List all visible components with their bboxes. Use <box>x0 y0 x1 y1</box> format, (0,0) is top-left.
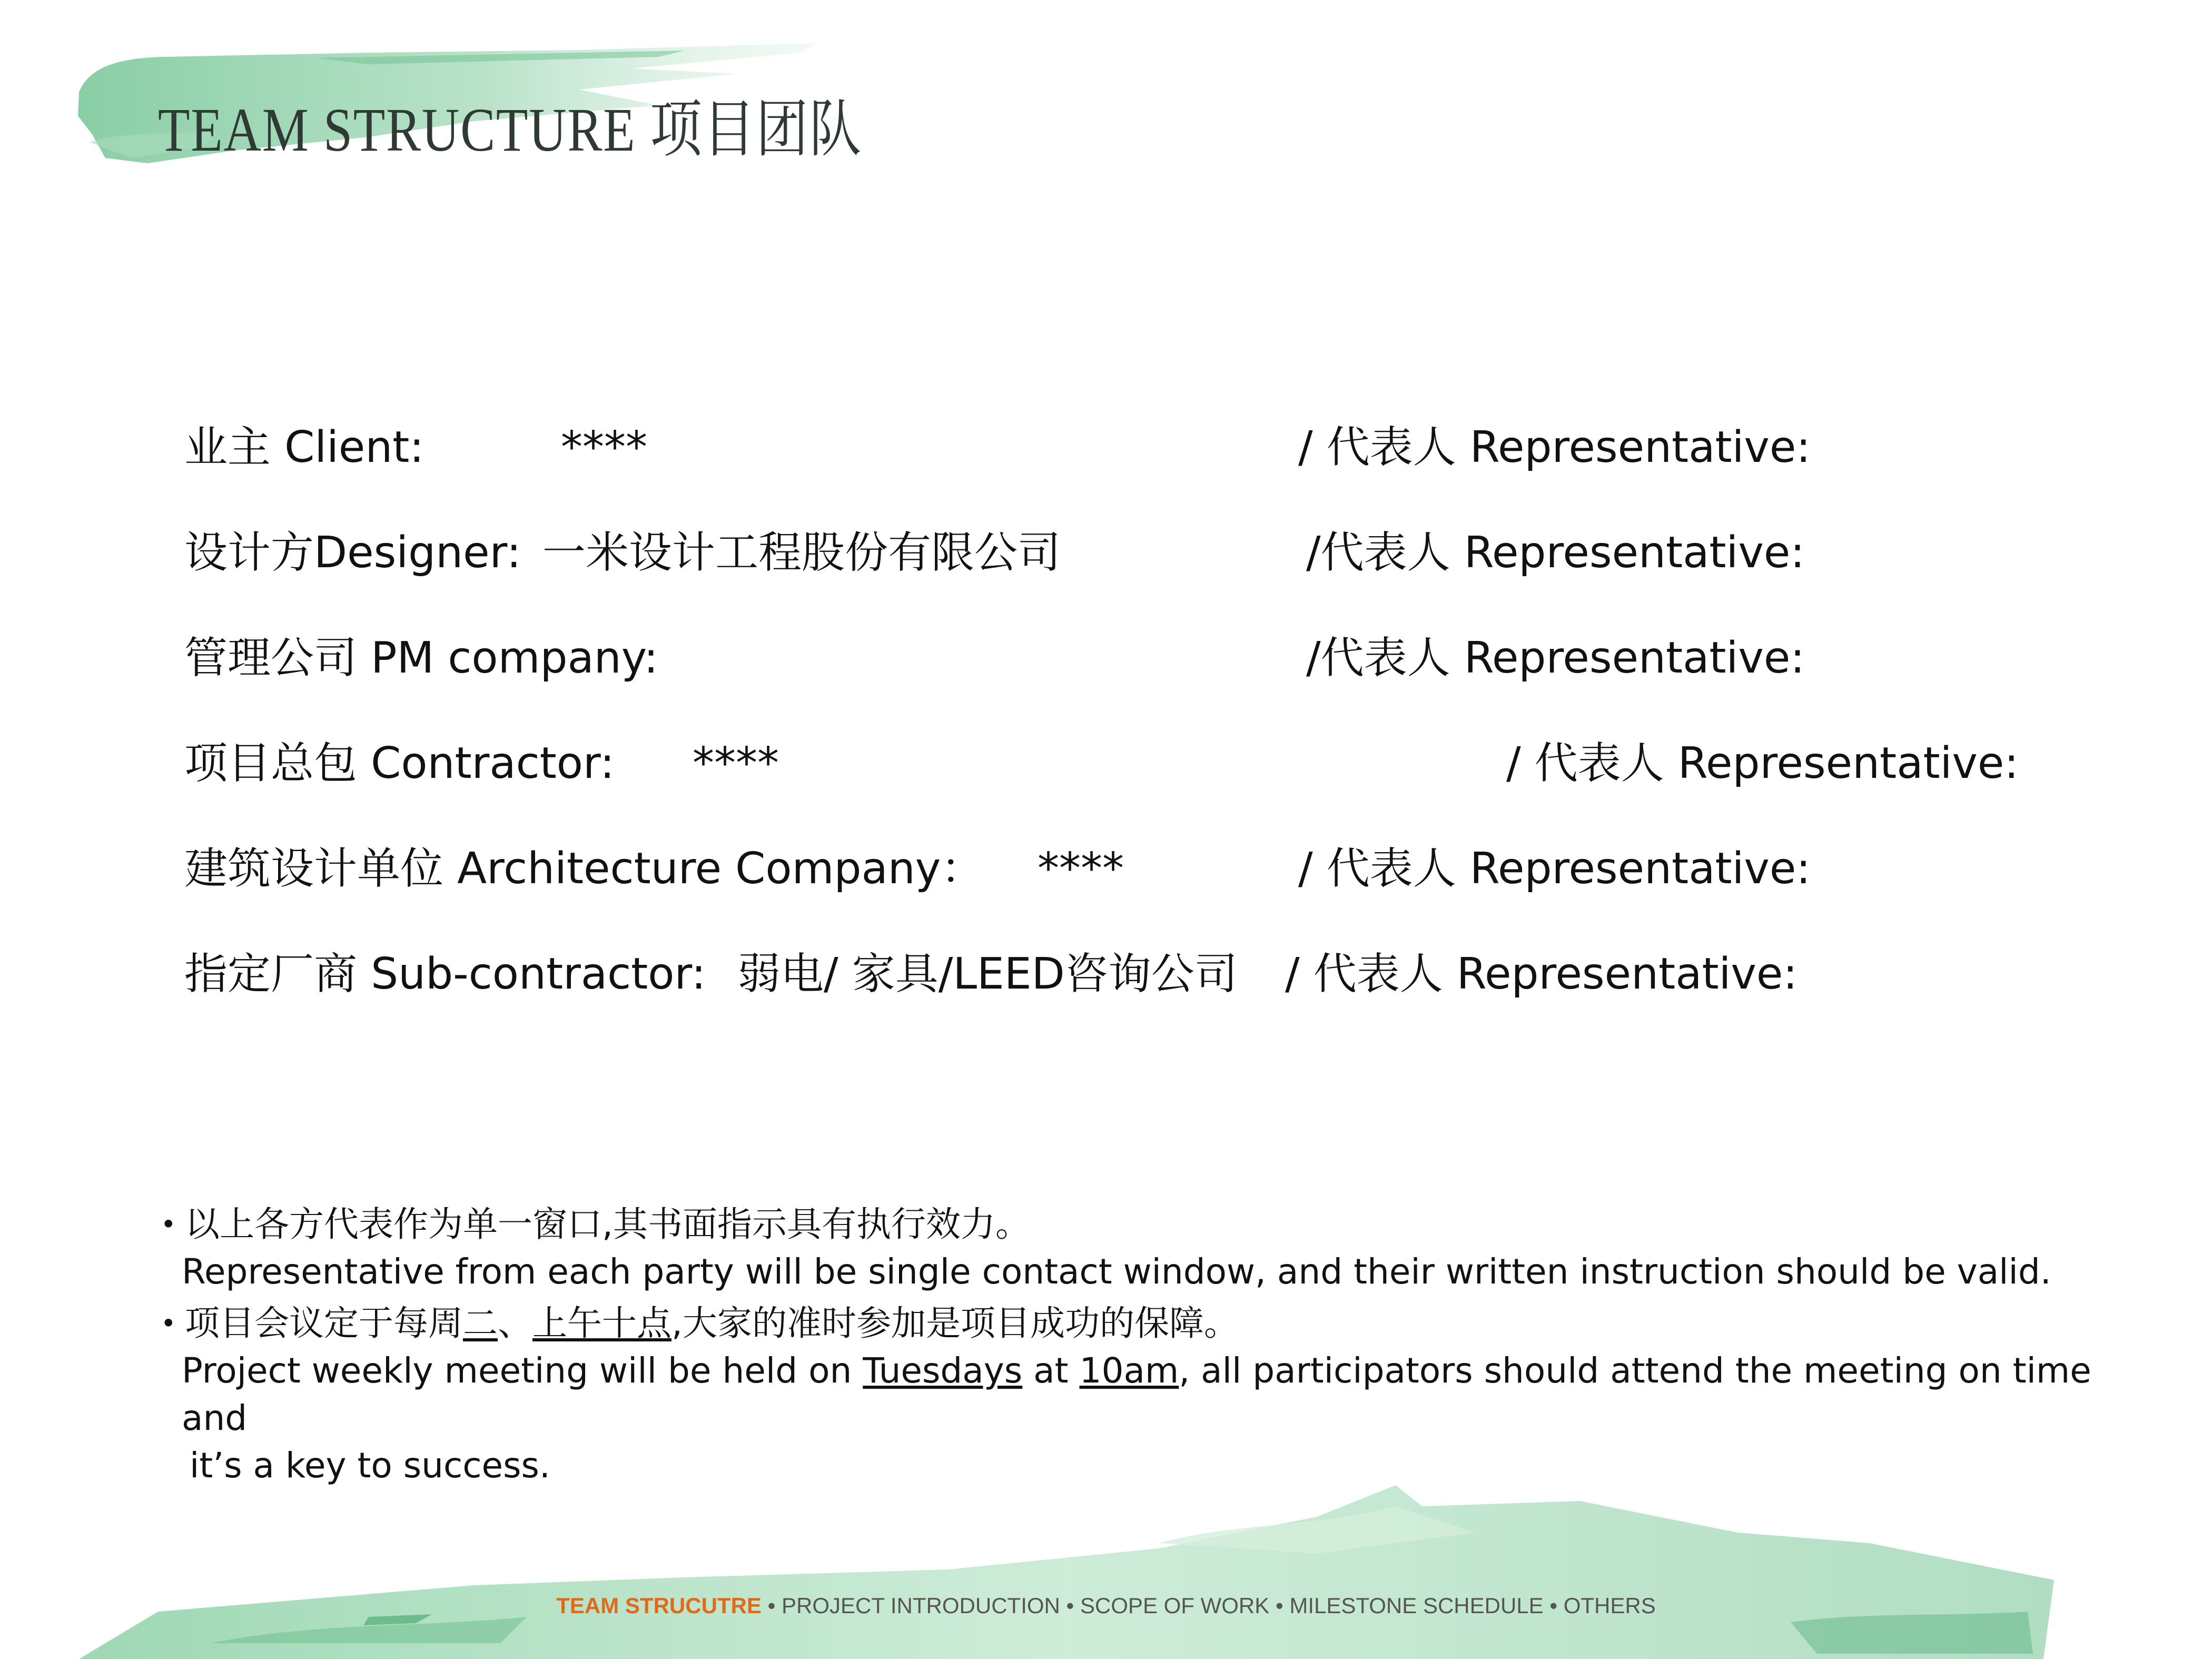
team-label: 指定厂商 Sub-contractor: <box>184 949 706 999</box>
team-row-architecture <box>0 840 2212 898</box>
note-weekly-meeting <box>161 1300 2162 1489</box>
team-value: 弱电/ 家具/LEED咨询公司 <box>737 949 1238 999</box>
team-label: 建筑设计单位 Architecture Company： <box>184 844 984 894</box>
bottom-brush-decoration <box>0 1485 2212 1659</box>
footer-nav-scope-of-work[interactable]: SCOPE OF WORK <box>1080 1593 1270 1618</box>
footer-nav-project-introduction[interactable]: PROJECT INTRODUCTION <box>781 1593 1060 1618</box>
note-zh-day: 二 <box>463 1303 498 1344</box>
bullet-icon: • <box>161 1209 176 1240</box>
team-representative: /代表人 Representative: <box>1306 633 1805 683</box>
note-en-text: , all participators should attend the meeting on time and <box>182 1350 2091 1438</box>
footer-nav-team-structure[interactable]: TEAM STRUCUTRE <box>556 1593 762 1618</box>
note-zh: 以上各方代表作为单一窗口,其书面指示具有执行效力。 <box>185 1204 1030 1245</box>
footer-nav-milestone-schedule[interactable]: MILESTONE SCHEDULE <box>1289 1593 1544 1618</box>
team-representative: / 代表人 Representative: <box>1506 738 2019 788</box>
team-value: **** <box>693 738 779 788</box>
team-label: 业主 Client: <box>184 422 424 472</box>
footer-separator: • <box>761 1593 782 1618</box>
note-en <box>161 1347 2162 1442</box>
team-label: 管理公司 PM company: <box>184 633 658 683</box>
team-row-subcontractor <box>0 945 2212 1003</box>
footer-separator: • <box>1543 1593 1564 1618</box>
notes-section <box>161 1201 2162 1494</box>
team-label: 项目总包 Contractor: <box>184 738 615 788</box>
team-value: **** <box>561 422 647 472</box>
note-zh-text: ,大家的准时参加是项目成功的保障。 <box>671 1303 1239 1344</box>
team-value: 一米设计工程股份有限公司 <box>542 528 1061 578</box>
team-row-pm-company <box>0 629 2212 687</box>
footer-nav <box>0 1593 2212 1618</box>
note-single-contact <box>161 1201 2162 1296</box>
team-representative: /代表人 Representative: <box>1306 528 1805 578</box>
team-row-contractor <box>0 735 2212 793</box>
bullet-icon: • <box>161 1308 176 1339</box>
note-en-text: Project weekly meeting will be held on <box>182 1350 863 1391</box>
note-en: Representative from each party will be single contact window, and their written instruction should be valid. <box>182 1251 2051 1292</box>
team-representative: / 代表人 Representative: <box>1285 949 1798 999</box>
note-zh <box>185 1300 1239 1347</box>
team-label: 设计方Designer: <box>184 528 521 578</box>
team-value: **** <box>1038 844 1124 894</box>
note-en-text: at <box>1022 1350 1080 1391</box>
team-row-client <box>0 419 2212 477</box>
note-en-day: Tuesdays <box>863 1350 1023 1391</box>
note-zh-text: 项目会议定于每周 <box>185 1303 463 1344</box>
team-representative: / 代表人 Representative: <box>1298 422 1811 472</box>
note-en-continued: it’s a key to success. <box>190 1445 550 1486</box>
team-representative: / 代表人 Representative: <box>1298 844 1811 894</box>
note-en-time: 10am <box>1079 1350 1179 1391</box>
footer-separator: • <box>1269 1593 1290 1618</box>
footer-separator: • <box>1060 1593 1080 1618</box>
page-title: TEAM STRUCTURE 项目团队 <box>158 95 863 164</box>
team-row-designer <box>0 524 2212 582</box>
footer-nav-others[interactable]: OTHERS <box>1563 1593 1656 1618</box>
note-zh-time: 上午十点 <box>532 1303 671 1344</box>
note-zh-text: 、 <box>498 1303 532 1344</box>
